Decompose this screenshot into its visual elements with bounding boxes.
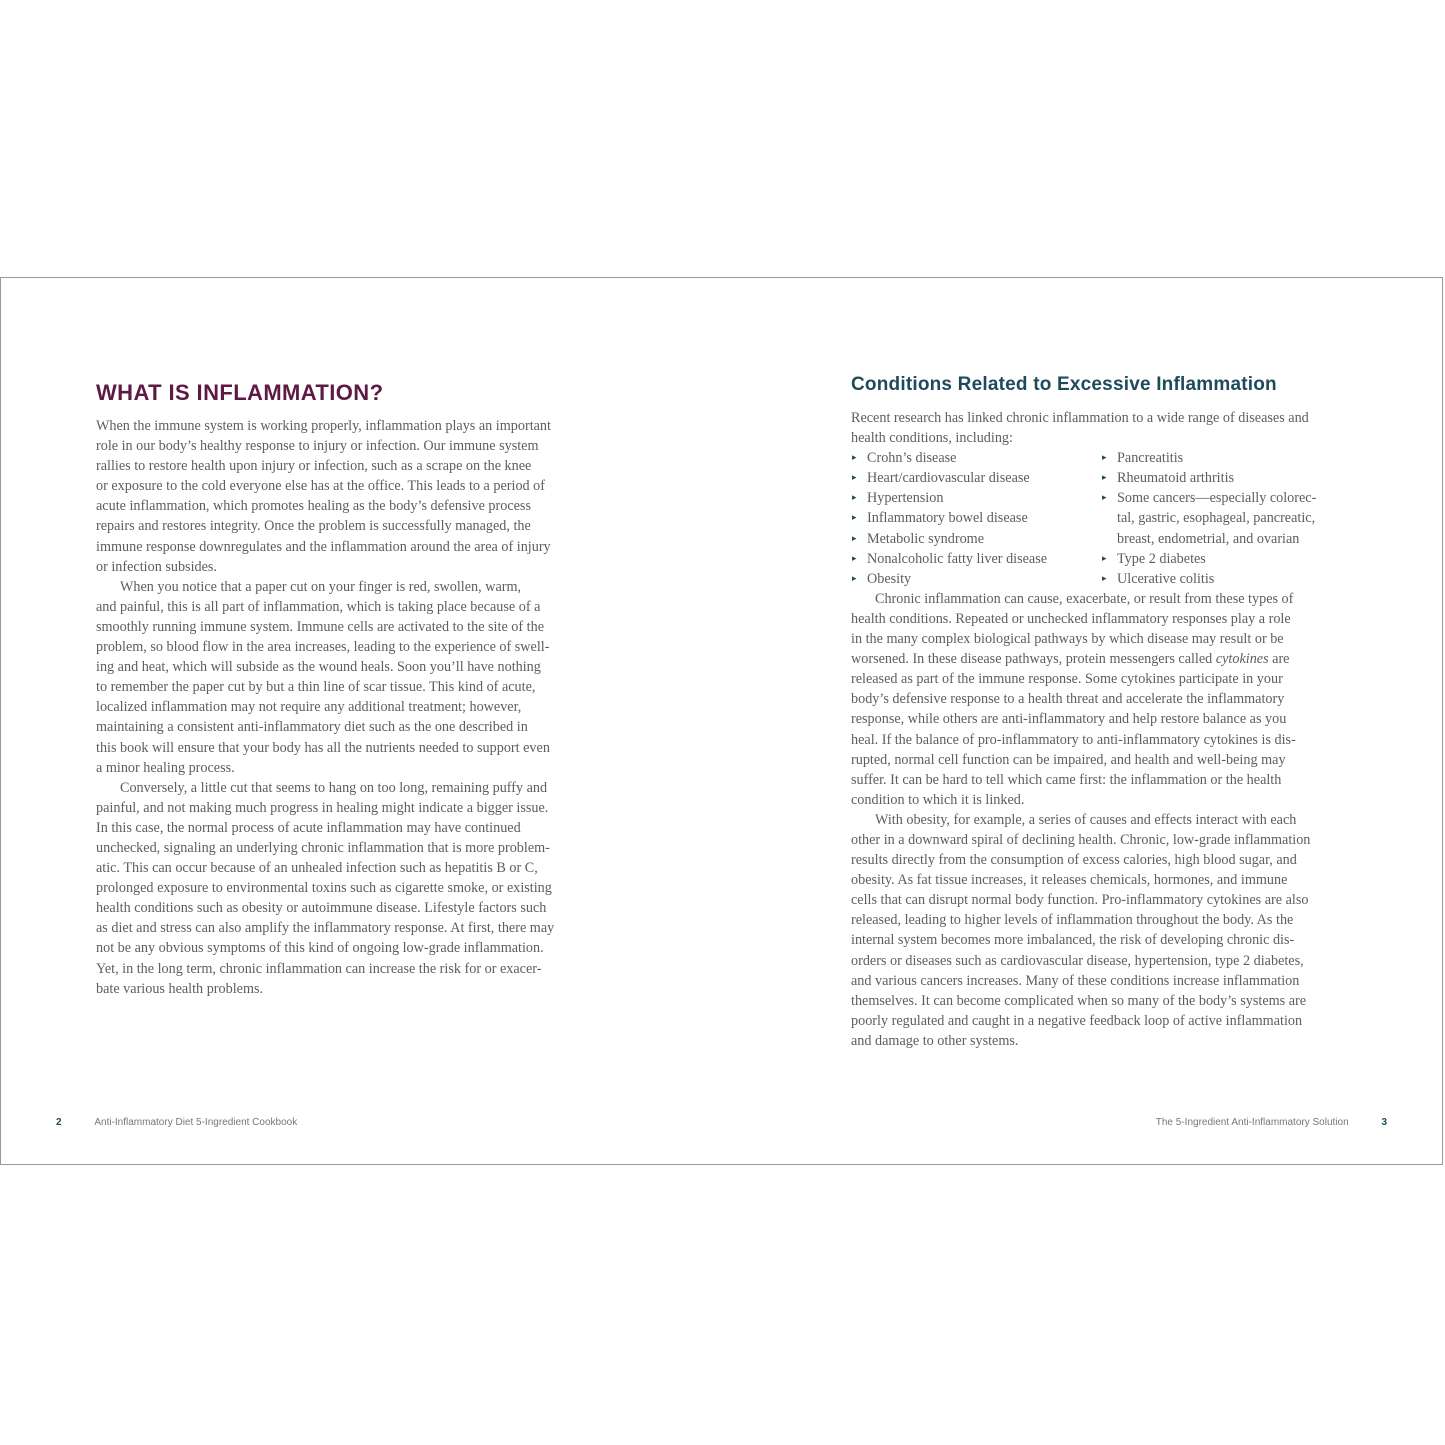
text-line: health conditions. Repeated or unchecked inflammatory responses play a role: [851, 610, 1291, 627]
bullet-icon: ▸: [1102, 453, 1107, 464]
footer-right: [1156, 1116, 1387, 1130]
list-item-text: Nonalcoholic fatty liver disease: [867, 550, 1048, 567]
text-line: and damage to other systems.: [851, 1032, 1019, 1049]
text-line: rupted, normal cell function can be impaired, and health and well-being may: [851, 751, 1286, 768]
text-line: in the many complex biological pathways by which disease may result or be: [851, 631, 1284, 648]
text-line: cells that can disrupt normal body function. Pro-inflammatory cytokines are also: [851, 892, 1309, 909]
text-line: rallies to restore health upon injury or infection, such as a scrape on the knee: [96, 458, 532, 475]
text-line: localized inflammation may not require any additional treatment; however,: [96, 699, 522, 716]
bullet-icon: ▸: [1102, 553, 1107, 564]
emphasis-cytokines: cytokines: [1215, 651, 1269, 668]
text-line: and various cancers increases. Many of these conditions increase inflammation: [851, 972, 1300, 989]
text-line: to remember the paper cut by but a thin line of scar tissue. This kind of acute,: [96, 679, 536, 696]
text-line: obesity. As fat tissue increases, it releases chemicals, hormones, and immune: [851, 872, 1288, 889]
text-line: not be any obvious symptoms of this kind of ongoing low-grade inflammation.: [96, 940, 544, 957]
paragraph-1: [96, 416, 596, 577]
list-item-text: Ulcerative colitis: [1117, 570, 1215, 587]
list-item-text: Rheumatoid arthritis: [1117, 470, 1235, 487]
list-item-text: Obesity: [867, 570, 912, 587]
text-line: suffer. It can be hard to tell which came first: the inflammation or the health: [851, 771, 1282, 788]
page-number: 2: [56, 1117, 62, 1128]
text-line: When the immune system is working properly, inflammation plays an important: [96, 418, 551, 434]
list-item-continuation: tal, gastric, esophageal, pancreatic,: [1117, 510, 1316, 527]
text-line: Conversely, a little cut that seems to hang on too long, remaining puffy and: [120, 779, 548, 796]
text-line: released, leading to higher levels of inflammation throughout the body. As the: [851, 912, 1294, 929]
text-line: or infection subsides.: [96, 558, 217, 575]
text-fragment: worsened. In these disease pathways, protein messengers called: [851, 651, 1216, 668]
left-page: [96, 377, 596, 999]
list-item: [851, 529, 1101, 549]
text-line: prolonged exposure to environmental toxins such as cigarette smoke, or existing: [96, 880, 552, 897]
bullet-icon: ▸: [1102, 573, 1107, 584]
text-line: smoothly running immune system. Immune cells are activated to the site of the: [96, 618, 544, 635]
book-spread: [0, 277, 1443, 1165]
text-line: as diet and stress can also amplify the inflammatory response. At first, there may: [96, 920, 555, 937]
footer-left: [56, 1116, 297, 1130]
text-line: condition to which it is linked.: [851, 791, 1025, 808]
text-line: a minor healing process.: [96, 759, 235, 776]
text-line: repairs and restores integrity. Once the problem is successfully managed, the: [96, 518, 531, 535]
text-line: immune response downregulates and the inflammation around the area of injury: [96, 538, 551, 555]
list-item: [851, 549, 1101, 569]
list-item: [851, 468, 1101, 488]
list-item: [1101, 468, 1351, 488]
text-line: Recent research has linked chronic inflammation to a wide range of diseases and: [851, 410, 1309, 426]
text-line: response, while others are anti-inflammatory and help restore balance as you: [851, 711, 1287, 728]
bullet-icon: ▸: [852, 553, 857, 564]
text-line: ing and heat, which will subside as the wound heals. Soon you’ll have nothing: [96, 659, 541, 676]
list-item-text: Pancreatitis: [1117, 450, 1184, 467]
text-line: heal. If the balance of pro-inflammatory to anti-inflammatory cytokines is dis-: [851, 731, 1296, 748]
text-line: maintaining a consistent anti-inflammatory diet such as the one described in: [96, 719, 528, 736]
bullet-icon: ▸: [852, 473, 857, 484]
page-heading: WHAT IS INFLAMMATION?: [96, 380, 384, 405]
text-line: bate various health problems.: [96, 980, 264, 997]
list-item-text: Heart/cardiovascular disease: [867, 470, 1030, 487]
right-page: [851, 370, 1351, 1051]
text-line: role in our body’s healthy response to injury or infection. Our immune system: [96, 438, 539, 455]
list-item: [851, 488, 1101, 508]
list-item: [1101, 569, 1351, 589]
text-line: Yet, in the long term, chronic inflammation can increase the risk for or exacer-: [96, 960, 542, 977]
list-item-text: Inflammatory bowel disease: [867, 510, 1028, 527]
text-line: other in a downward spiral of declining health. Chronic, low-grade inflammation: [851, 831, 1311, 848]
text-line: results directly from the consumption of excess calories, high blood sugar, and: [851, 852, 1297, 869]
paragraph-3: [96, 778, 596, 999]
running-title: Anti-Inflammatory Diet 5-Ingredient Cookbook: [94, 1117, 298, 1128]
paragraph-obesity: [851, 810, 1351, 1051]
text-line: released as part of the immune response. Some cytokines participate in your: [851, 671, 1283, 688]
conditions-list-column-left: [851, 448, 1101, 589]
text-line: themselves. It can become complicated when so many of the body’s systems are: [851, 992, 1307, 1009]
list-item-text: Crohn’s disease: [867, 450, 957, 467]
bullet-icon: ▸: [852, 573, 857, 584]
bullet-icon: ▸: [852, 513, 857, 524]
bullet-icon: ▸: [852, 533, 857, 544]
text-line: or exposure to the cold everyone else has at the office. This leads to a period of: [96, 478, 545, 495]
text-line: painful, and not making much progress in healing might indicate a bigger issue.: [96, 799, 549, 816]
list-item: [851, 508, 1101, 528]
bullet-icon: ▸: [1102, 473, 1107, 484]
text-line: In this case, the normal process of acute inflammation may have continued: [96, 819, 521, 836]
text-line: unchecked, signaling an underlying chronic inflammation that is more problem-: [96, 839, 550, 856]
page-number: 3: [1381, 1117, 1387, 1128]
list-item-text: Some cancers—especially colorec-: [1117, 490, 1317, 507]
paragraph-cytokines: [851, 589, 1351, 810]
text-line: internal system becomes more imbalanced, the risk of developing chronic dis-: [851, 932, 1295, 949]
section-heading: Conditions Related to Excessive Inflammation: [851, 374, 1277, 395]
text-line: body’s defensive response to a health threat and accelerate the inflammatory: [851, 691, 1285, 708]
bullet-icon: ▸: [852, 453, 857, 464]
paragraph-2: [96, 577, 596, 778]
bullet-icon: ▸: [852, 493, 857, 504]
text-fragment: are: [1268, 651, 1290, 668]
bullet-icon: ▸: [1102, 493, 1107, 504]
text-line: this book will ensure that your body has all the nutrients needed to support even: [96, 739, 550, 756]
text-line: problem, so blood flow in the area increases, leading to the experience of swell-: [96, 639, 550, 656]
text-line: [851, 649, 1351, 669]
list-item: [1101, 549, 1351, 569]
text-line: Chronic inflammation can cause, exacerbate, or result from these types of: [875, 590, 1294, 607]
text-line: When you notice that a paper cut on your finger is red, swollen, warm,: [120, 578, 522, 595]
conditions-list-column-right: [1101, 448, 1351, 589]
list-item: [851, 569, 1101, 589]
list-item-text: Metabolic syndrome: [867, 530, 985, 547]
list-item-continuation: breast, endometrial, and ovarian: [1117, 530, 1300, 547]
intro-paragraph: [851, 408, 1351, 448]
text-line: acute inflammation, which promotes healing as the body’s defensive process: [96, 498, 531, 515]
running-title: The 5-Ingredient Anti-Inflammatory Solution: [1155, 1117, 1349, 1128]
list-item: [851, 448, 1101, 468]
conditions-list: [851, 448, 1351, 589]
list-item-text: Hypertension: [867, 490, 944, 507]
text-line: health conditions, including:: [851, 430, 1013, 447]
text-line: poorly regulated and caught in a negative feedback loop of active inflammation: [851, 1012, 1303, 1029]
text-line: health conditions such as obesity or autoimmune disease. Lifestyle factors such: [96, 900, 547, 917]
text-line: With obesity, for example, a series of causes and effects interact with each: [875, 811, 1297, 828]
text-line: atic. This can occur because of an unhealed infection such as hepatitis B or C,: [96, 860, 538, 877]
list-item-text: Type 2 diabetes: [1117, 550, 1206, 567]
list-item: [1101, 488, 1351, 508]
text-line: orders or diseases such as cardiovascular disease, hypertension, type 2 diabetes,: [851, 952, 1304, 969]
list-item: [1101, 448, 1351, 468]
text-line: and painful, this is all part of inflammation, which is taking place because of a: [96, 598, 541, 615]
